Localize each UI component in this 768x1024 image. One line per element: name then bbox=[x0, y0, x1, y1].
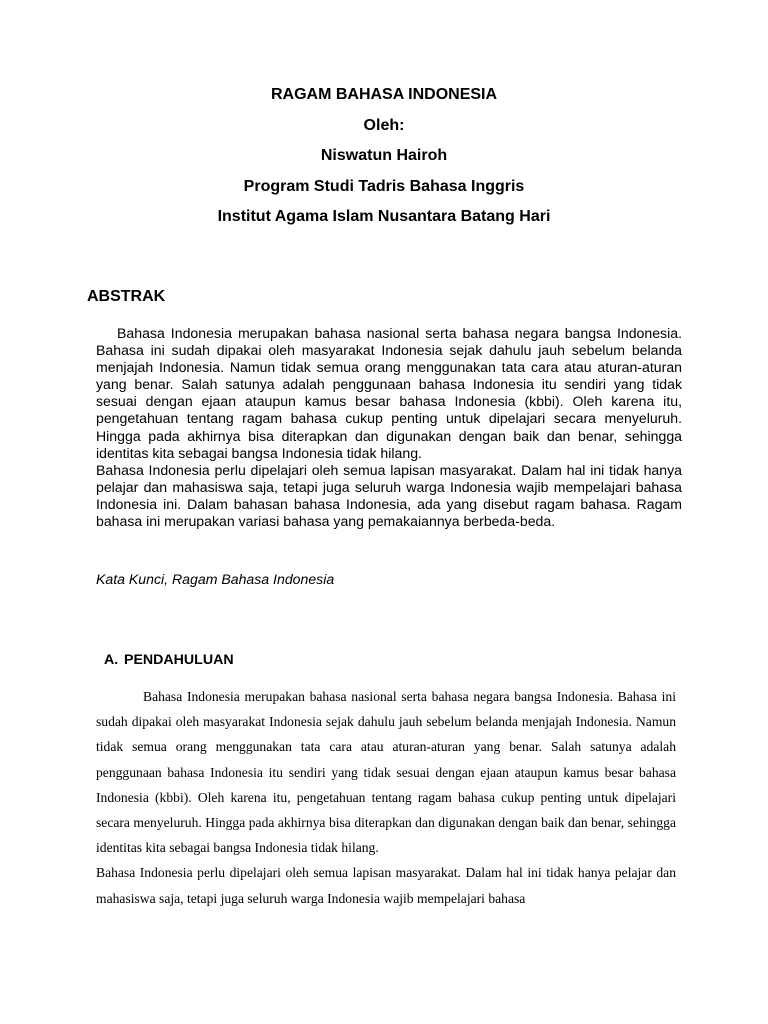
keywords-line: Kata Kunci, Ragam Bahasa Indonesia bbox=[96, 571, 335, 587]
section-number: A. bbox=[104, 652, 119, 668]
section-a-paragraph-2: Bahasa Indonesia perlu dipelajari oleh semua lapisan masyarakat. Dalam hal ini tidak hanya pelajar dan mahasiswa saja, tetapi juga seluruh warga Indonesia wajib mempelajari bahasa bbox=[96, 865, 676, 906]
abstract-paragraph-1: Bahasa Indonesia merupakan bahasa nasional serta bahasa negara bangsa Indonesia. Bahasa ini sudah dipakai oleh masyarakat Indonesia sejak dahulu jauh sebelum belanda menjajah Indonesia. Namun tidak semua orang menggunakan tata cara atau aturan-aturan yang benar. Salah satunya adalah penggunaan bahasa Indonesia itu sendiri yang tidak sesuai dengan ejaan ataupun kamus besar bahasa Indonesia (kbbi). Oleh karena itu, pengetahuan tentang ragam bahasa cukup penting untuk dipelajari secara menyeluruh. Hingga pada akhirnya bisa diterapkan dan digunakan dengan baik dan benar, sehingga identitas kita sebagai bangsa Indonesia tidak hilang. bbox=[96, 325, 682, 461]
section-a-paragraph-1: Bahasa Indonesia merupakan bahasa nasional serta bahasa negara bangsa Indonesia. Bahasa ini sudah dipakai oleh masyarakat Indonesia sejak dahulu jauh sebelum belanda menjajah Indonesia. Namun tidak semua orang menggunakan tata cara atau aturan-aturan yang benar. Salah satunya adalah penggunaan bahasa Indonesia itu sendiri yang tidak sesuai dengan ejaan ataupun kamus besar bahasa Indonesia (kbbi). Oleh karena itu, pengetahuan tentang ragam bahasa cukup penting untuk dipelajari secara menyeluruh. Hingga pada akhirnya bisa diterapkan dan digunakan dengan baik dan benar, sehingga identitas kita sebagai bangsa Indonesia tidak hilang. bbox=[96, 689, 676, 856]
by-label: Oleh: bbox=[363, 116, 405, 134]
study-program: Program Studi Tadris Bahasa Inggris bbox=[243, 177, 525, 195]
document-title: RAGAM BAHASA INDONESIA bbox=[270, 86, 498, 103]
abstract-body bbox=[96, 325, 682, 530]
author-name: Niswatun Hairoh bbox=[320, 147, 448, 164]
section-a-heading bbox=[104, 652, 234, 668]
section-a-body bbox=[96, 684, 676, 911]
section-title: PENDAHULUAN bbox=[124, 652, 234, 668]
abstract-heading: ABSTRAK bbox=[87, 288, 166, 305]
institution-name: Institut Agama Islam Nusantara Batang Hari bbox=[217, 208, 551, 225]
abstract-paragraph-2: Bahasa Indonesia perlu dipelajari oleh semua lapisan masyarakat. Dalam hal ini tidak hanya pelajar dan mahasiswa saja, tetapi juga seluruh warga Indonesia wajib mempelajari bahasa Indonesia ini. Dalam bahasan bahasa Indonesia, ada yang disebut ragam bahasa. Ragam bahasa ini merupakan variasi bahasa yang pemakaiannya berbeda-beda. bbox=[96, 461, 682, 530]
title-block bbox=[0, 80, 768, 233]
